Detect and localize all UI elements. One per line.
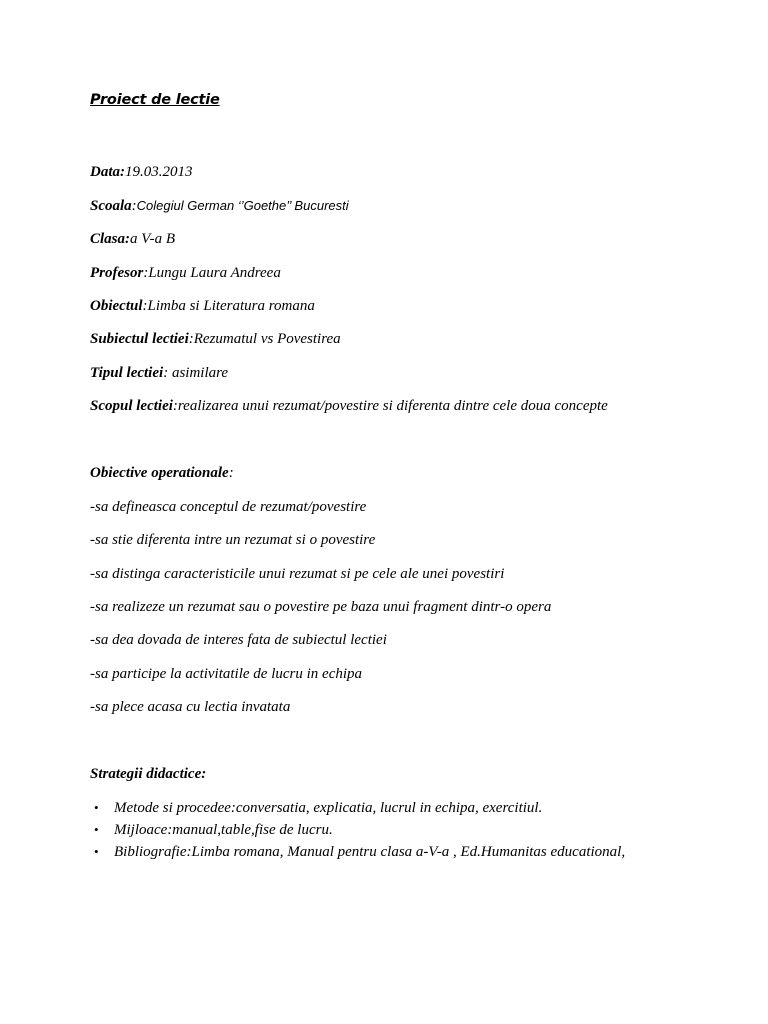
field-teacher-value: Lungu Laura Andreea [148, 265, 281, 281]
page-title: Proiect de lectie [90, 92, 220, 108]
field-lesson-topic [90, 331, 341, 348]
objectives-heading [90, 465, 234, 482]
field-lesson-goal [90, 398, 608, 415]
field-lesson-topic-sep: : [188, 331, 194, 347]
strategies-heading-label: Strategii didactice: [90, 766, 207, 782]
bullet-icon: • [94, 844, 99, 859]
field-lesson-goal-label: Scopul lectiei [90, 398, 173, 414]
list-item [94, 822, 625, 844]
field-school-label: Scoala [90, 198, 132, 214]
field-date [90, 164, 193, 181]
strategies-list [94, 800, 626, 866]
field-lesson-topic-label: Subiectul lectiei [90, 331, 189, 347]
bullet-icon: • [94, 822, 99, 837]
strategy-methods: Metode si procedee:conversatia, explicatia, lucrul in echipa, exercitiul. [114, 800, 543, 816]
strategy-means: Mijloace:manual,table,fise de lucru. [114, 822, 333, 838]
field-date-value: 19.03.2013 [125, 164, 193, 180]
field-lesson-type [90, 365, 228, 382]
field-subject [90, 298, 315, 315]
objective-item: -sa participe la activitatile de lucru in echipa [90, 666, 363, 682]
field-school [90, 198, 349, 215]
field-lesson-type-value: asimilare [168, 365, 229, 381]
strategies-heading [90, 766, 206, 783]
objective-item: -sa dea dovada de interes fata de subiectul lectiei [90, 632, 387, 648]
list-item [94, 800, 625, 822]
list-item [94, 844, 626, 866]
objective-item: -sa stie diferenta intre un rezumat si o povestire [90, 532, 376, 548]
objectives-heading-sep: : [228, 465, 234, 481]
field-lesson-goal-sep: : [172, 398, 178, 414]
objective-item: -sa distinga caracteristicile unui rezumat si pe cele ale unei povestiri [90, 566, 505, 582]
field-school-sep: : [131, 198, 137, 214]
field-subject-label: Obiectul [90, 298, 143, 314]
field-subject-sep: : [142, 298, 148, 314]
objective-item: -sa realizeze un rezumat sau o povestire pe baza unui fragment dintr-o opera [90, 599, 552, 615]
field-class-label: Clasa: [90, 231, 131, 247]
field-lesson-goal-value: realizarea unui rezumat/povestire si diferenta dintre cele doua concepte [177, 398, 608, 414]
field-lesson-type-sep: : [163, 365, 169, 381]
field-teacher [90, 265, 281, 282]
field-lesson-topic-value: Rezumatul vs Povestirea [193, 331, 341, 347]
field-subject-value: Limba si Literatura romana [147, 298, 315, 314]
field-class [90, 231, 175, 248]
field-school-value: Colegiul German ‘’Goethe’’ Bucuresti [136, 198, 349, 213]
field-lesson-type-label: Tipul lectiei [90, 365, 164, 381]
field-teacher-sep: : [143, 265, 149, 281]
objectives-heading-label: Obiective operationale [90, 465, 229, 481]
field-class-value: a V-a B [130, 231, 176, 247]
strategy-bibliography: Bibliografie:Limba romana, Manual pentru clasa a-V-a , Ed.Humanitas educational, [114, 844, 626, 860]
objective-item: -sa plece acasa cu lectia invatata [90, 699, 291, 715]
bullet-icon: • [94, 800, 99, 815]
field-date-label: Data: [90, 164, 125, 180]
objective-item: -sa defineasca conceptul de rezumat/povestire [90, 499, 367, 515]
field-teacher-label: Profesor [90, 265, 144, 281]
